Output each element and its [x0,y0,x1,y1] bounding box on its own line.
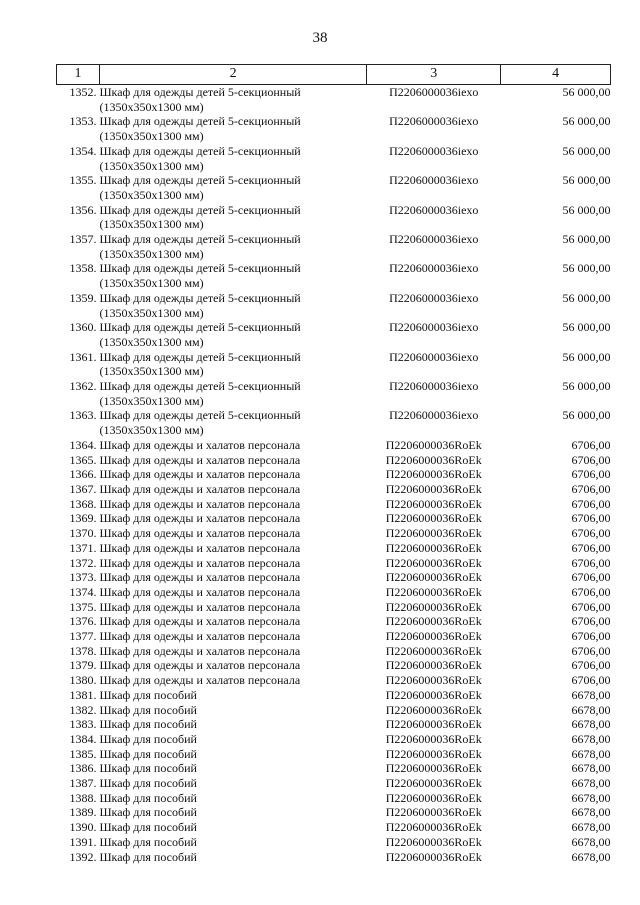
table-row [57,526,611,541]
item-price: 6678,00 [571,834,611,849]
table-body [57,85,611,865]
item-price: 56 000,00 [562,290,611,305]
item-code: П2206000036RoEk [385,496,482,511]
table-row [57,570,611,585]
item-code: П2206000036RoEk [385,687,482,702]
item-code: П2206000036RoEk [385,570,482,585]
item-price: 6706,00 [571,673,611,688]
table-row [57,497,611,512]
item-name: Шкаф для пособий [99,687,197,702]
item-code: П2206000036iexo [389,202,479,217]
table-row [57,850,611,865]
item-code: П2206000036RoEk [385,526,482,541]
item-code: П2206000036RoEk [385,702,482,717]
item-code: П2206000036RoEk [385,658,482,673]
item-name: Шкаф для одежды детей 5-секционный (1350x350x1300 мм) [99,85,301,114]
table-row [57,717,611,732]
item-code: П2206000036RoEk [385,643,482,658]
column-header-4: 4 [501,65,611,85]
item-price: 56 000,00 [562,379,611,394]
table-row [57,453,611,468]
table-row [57,114,611,143]
item-price: 6678,00 [571,776,611,791]
item-name: Шкаф для пособий [99,849,197,864]
item-price: 56 000,00 [562,261,611,276]
item-price: 56 000,00 [562,202,611,217]
item-code: П2206000036RoEk [385,746,482,761]
item-name: Шкаф для одежды и халатов персонала [99,555,301,570]
row-number: 1365. [69,452,97,467]
item-code: П2206000036iexo [389,143,479,158]
row-number: 1369. [69,511,97,526]
table-row [57,467,611,482]
item-code: П2206000036RoEk [385,614,482,629]
item-price: 6678,00 [571,687,611,702]
item-price: 6706,00 [571,496,611,511]
item-price: 6706,00 [571,614,611,629]
table-row [57,644,611,659]
item-name: Шкаф для пособий [99,717,197,732]
row-number: 1378. [69,643,97,658]
item-name: Шкаф для одежды детей 5-секционный (1350x350x1300 мм) [99,290,301,320]
item-code: П2206000036RoEk [385,820,482,835]
item-code: П2206000036RoEk [385,511,482,526]
item-price: 56 000,00 [562,85,611,99]
item-code: П2206000036iexo [389,379,479,394]
table-row [57,541,611,556]
item-name: Шкаф для одежды детей 5-секционный (1350x350x1300 мм) [99,173,301,202]
item-name: Шкаф для одежды и халатов персонала [99,584,301,599]
table-row [57,776,611,791]
table-row [57,408,611,437]
row-number: 1371. [69,540,97,555]
row-number: 1358. [69,261,97,276]
item-code: П2206000036RoEk [385,452,482,467]
item-code: П2206000036iexo [389,232,479,247]
item-price: 6706,00 [571,584,611,599]
item-price: 6706,00 [571,481,611,496]
table-row [57,761,611,776]
item-code: П2206000036iexo [389,320,479,335]
item-code: П2206000036RoEk [385,584,482,599]
item-name: Шкаф для одежды и халатов персонала [99,481,301,496]
item-code: П2206000036iexo [389,408,479,423]
table-row [57,703,611,718]
item-price: 6678,00 [571,761,611,776]
item-name: Шкаф для пособий [99,731,197,746]
row-number: 1370. [69,526,97,541]
item-code: П2206000036iexo [389,173,479,188]
item-name: Шкаф для одежды и халатов персонала [99,614,301,629]
row-number: 1382. [69,702,97,717]
item-code: П2206000036RoEk [385,731,482,746]
item-name: Шкаф для одежды детей 5-секционный (1350x350x1300 мм) [99,202,301,232]
item-code: П2206000036RoEk [385,790,482,805]
item-code: П2206000036RoEk [385,555,482,570]
row-number: 1353. [69,114,97,129]
row-number: 1391. [69,834,97,849]
item-name: Шкаф для одежды и халатов персонала [99,526,301,541]
item-name: Шкаф для пособий [99,820,197,835]
item-code: П2206000036iexo [389,290,479,305]
item-name: Шкаф для одежды и халатов персонала [99,511,301,526]
row-number: 1377. [69,629,97,644]
item-price: 6678,00 [571,790,611,805]
table-row [57,629,611,644]
table-row [57,732,611,747]
item-name: Шкаф для одежды и халатов персонала [99,673,301,688]
header-row [57,65,611,85]
row-number: 1364. [69,437,97,452]
item-code: П2206000036RoEk [385,673,482,688]
item-name: Шкаф для одежды и халатов персонала [99,452,301,467]
item-name: Шкаф для одежды и халатов персонала [99,599,301,614]
item-code: П2206000036RoEk [385,629,482,644]
item-name: Шкаф для одежды и халатов персонала [99,540,301,555]
table-row [57,232,611,261]
row-number: 1356. [69,202,97,217]
table-row [57,805,611,820]
table-row [57,261,611,290]
row-number: 1363. [69,408,97,423]
table-row [57,791,611,806]
row-number: 1376. [69,614,97,629]
row-number: 1379. [69,658,97,673]
item-code: П2206000036RoEk [385,599,482,614]
table-row [57,747,611,762]
table-row [57,144,611,173]
table-row [57,673,611,688]
item-code: П2206000036iexo [389,261,479,276]
item-name: Шкаф для пособий [99,790,197,805]
item-name: Шкаф для одежды детей 5-секционный (1350x350x1300 мм) [99,408,301,438]
row-number: 1388. [69,790,97,805]
row-number: 1373. [69,570,97,585]
table-row [57,482,611,497]
item-price: 6678,00 [571,820,611,835]
item-code: П2206000036iexo [389,85,479,99]
table-row [57,320,611,349]
item-name: Шкаф для одежды детей 5-секционный (1350x350x1300 мм) [99,349,301,379]
item-price: 6678,00 [571,805,611,820]
item-price: 6678,00 [571,746,611,761]
item-price: 56 000,00 [562,232,611,247]
item-code: П2206000036RoEk [385,849,482,864]
item-name: Шкаф для одежды и халатов персонала [99,570,301,585]
table-row [57,173,611,202]
row-number: 1384. [69,731,97,746]
row-number: 1390. [69,820,97,835]
item-price: 56 000,00 [562,349,611,364]
item-price: 6706,00 [571,555,611,570]
table-row [57,835,611,850]
item-price: 6678,00 [571,717,611,732]
row-number: 1355. [69,173,97,188]
item-name: Шкаф для одежды детей 5-секционный (1350x350x1300 мм) [99,232,301,261]
item-name: Шкаф для одежды и халатов персонала [99,496,301,511]
table-row [57,820,611,835]
row-number: 1357. [69,232,97,247]
row-number: 1352. [69,85,97,99]
item-name: Шкаф для одежды и халатов персонала [99,643,301,658]
row-number: 1367. [69,481,97,496]
item-price: 6706,00 [571,643,611,658]
item-price: 56 000,00 [562,320,611,335]
row-number: 1375. [69,599,97,614]
item-name: Шкаф для пособий [99,702,197,717]
item-code: П2206000036RoEk [385,834,482,849]
item-name: Шкаф для одежды и халатов персонала [99,467,301,482]
row-number: 1372. [69,555,97,570]
table-row [57,350,611,379]
item-price: 56 000,00 [562,143,611,158]
table-row [57,85,611,115]
item-code: П2206000036RoEk [385,761,482,776]
item-name: Шкаф для пособий [99,761,197,776]
row-number: 1383. [69,717,97,732]
item-code: П2206000036RoEk [385,776,482,791]
item-name: Шкаф для одежды детей 5-секционный (1350x350x1300 мм) [99,261,301,291]
item-name: Шкаф для пособий [99,805,197,820]
table-row [57,585,611,600]
item-price: 6678,00 [571,731,611,746]
item-name: Шкаф для одежды детей 5-секционный (1350x350x1300 мм) [99,143,301,173]
row-number: 1360. [69,320,97,335]
item-code: П2206000036RoEk [385,717,482,732]
table-row [57,600,611,615]
inventory-table [56,64,611,864]
row-number: 1381. [69,687,97,702]
item-name: Шкаф для одежды детей 5-секционный (1350x350x1300 мм) [99,379,301,408]
table-row [57,379,611,408]
item-name: Шкаф для пособий [99,746,197,761]
item-price: 6678,00 [571,702,611,717]
table-row [57,511,611,526]
row-number: 1354. [69,143,97,158]
item-price: 6706,00 [571,570,611,585]
row-number: 1361. [69,349,97,364]
column-header-3: 3 [367,65,501,85]
item-code: П2206000036RoEk [385,540,482,555]
item-code: П2206000036RoEk [385,467,482,482]
table-row [57,614,611,629]
item-price: 56 000,00 [562,173,611,188]
table-row [57,556,611,571]
item-price: 6706,00 [571,599,611,614]
row-number: 1374. [69,584,97,599]
item-name: Шкаф для одежды детей 5-секционный (1350x350x1300 мм) [99,114,301,144]
table-header [57,65,611,85]
item-price: 6706,00 [571,452,611,467]
row-number: 1387. [69,776,97,791]
item-price: 56 000,00 [562,114,611,129]
item-price: 6678,00 [571,849,611,864]
item-name: Шкаф для одежды и халатов персонала [99,629,301,644]
item-name: Шкаф для одежды детей 5-секционный (1350x350x1300 мм) [99,320,301,349]
item-name: Шкаф для одежды и халатов персонала [99,658,301,673]
table-row [57,438,611,453]
row-number: 1362. [69,379,97,394]
item-code: П2206000036iexo [389,114,479,129]
page-number: 38 [312,30,328,46]
item-code: П2206000036RoEk [385,805,482,820]
item-price: 6706,00 [571,511,611,526]
row-number: 1368. [69,496,97,511]
row-number: 1392. [69,849,97,864]
item-price: 6706,00 [571,629,611,644]
column-header-1: 1 [57,65,100,85]
row-number: 1380. [69,673,97,688]
row-number: 1389. [69,805,97,820]
row-number: 1386. [69,761,97,776]
item-price: 6706,00 [571,467,611,482]
table-row [57,291,611,320]
item-price: 6706,00 [571,526,611,541]
item-name: Шкаф для пособий [99,776,197,791]
item-code: П2206000036RoEk [385,481,482,496]
row-number: 1366. [69,467,97,482]
row-number: 1385. [69,746,97,761]
item-code: П2206000036iexo [389,349,479,364]
item-name: Шкаф для одежды и халатов персонала [99,437,301,452]
item-name: Шкаф для пособий [99,834,197,849]
row-number: 1359. [69,290,97,305]
table-row [57,688,611,703]
item-price: 6706,00 [571,437,611,452]
item-price: 6706,00 [571,540,611,555]
table-row [57,658,611,673]
item-code: П2206000036RoEk [385,437,482,452]
table-row [57,203,611,232]
item-price: 56 000,00 [562,408,611,423]
column-header-2: 2 [99,65,366,85]
item-price: 6706,00 [571,658,611,673]
